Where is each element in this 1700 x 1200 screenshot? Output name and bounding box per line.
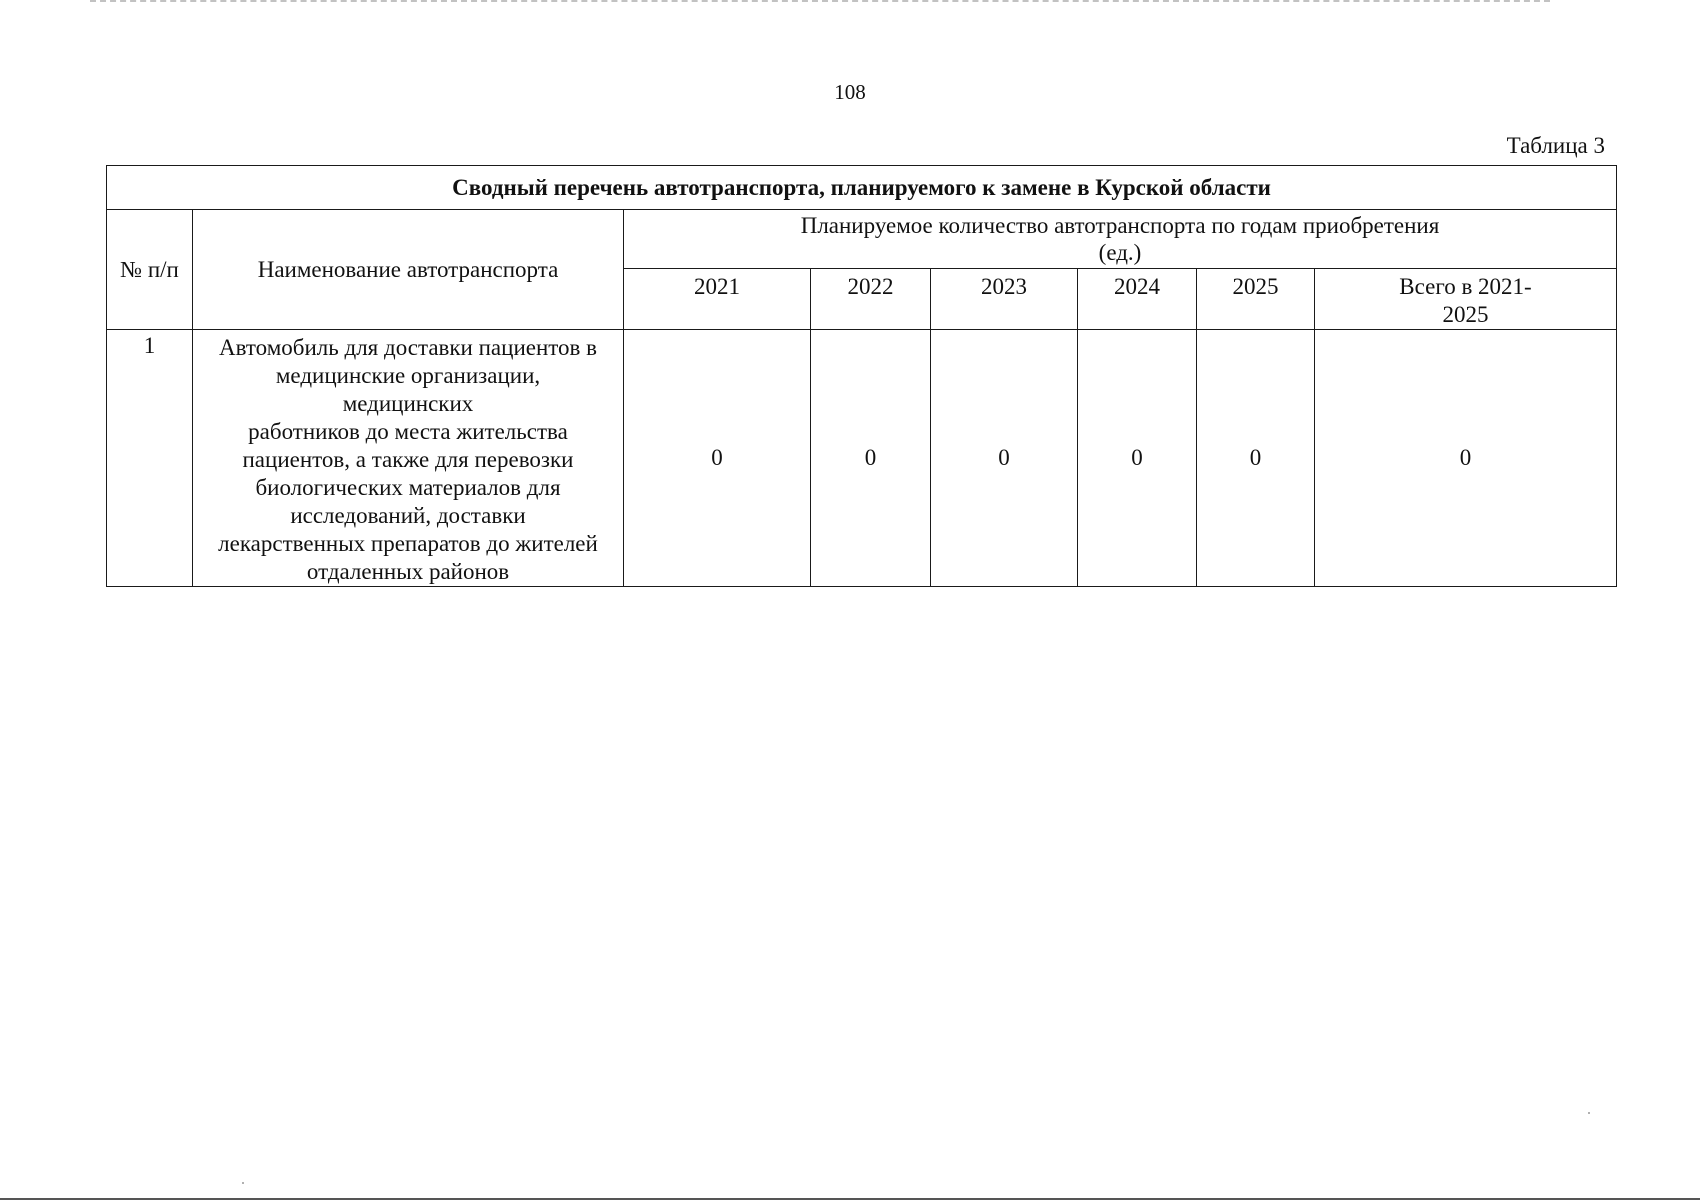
value-2023: 0	[931, 330, 1078, 587]
header-year-2021: 2021	[624, 269, 811, 330]
header-total-line1: Всего в 2021-	[1399, 274, 1532, 299]
row-number: 1	[107, 330, 193, 587]
header-planned-quantity-line1: Планируемое количество автотранспорта по годам приобретения	[800, 213, 1440, 238]
page-number: 108	[834, 80, 866, 104]
header-vehicle-name: Наименование автотранспорта	[193, 210, 624, 330]
vehicle-name	[193, 330, 624, 587]
scan-edge-top	[90, 0, 1550, 2]
header-row-number: № п/п	[107, 210, 193, 330]
table-row	[107, 330, 1617, 587]
header-year-2022: 2022	[811, 269, 931, 330]
table-caption: Сводный перечень автотранспорта, планируемого к замене в Курской области	[107, 166, 1617, 210]
vehicle-name-line: отдаленных районов	[306, 559, 510, 584]
value-2025: 0	[1197, 330, 1315, 587]
scan-speck	[242, 1182, 244, 1184]
value-2021: 0	[624, 330, 811, 587]
header-planned-quantity	[624, 210, 1617, 269]
table-label: Таблица 3	[1506, 133, 1605, 158]
value-2024: 0	[1078, 330, 1197, 587]
header-total-line2: 2025	[1442, 302, 1489, 327]
header-year-2023: 2023	[931, 269, 1078, 330]
vehicle-name-line: медицинские организации,	[275, 363, 541, 388]
table-caption-row	[107, 166, 1617, 210]
value-2022: 0	[811, 330, 931, 587]
vehicle-name-line: медицинских	[342, 391, 474, 416]
vehicle-name-line: Автомобиль для доставки пациентов в	[219, 335, 597, 360]
vehicle-name-line: лекарственных препаратов до жителей	[218, 531, 598, 556]
header-planned-quantity-unit: (ед.)	[1098, 240, 1142, 265]
vehicle-replacement-table	[106, 165, 1617, 587]
value-total: 0	[1315, 330, 1617, 587]
header-row-top	[107, 210, 1617, 269]
vehicle-name-line: биологических материалов для	[255, 475, 561, 500]
header-year-2025: 2025	[1197, 269, 1315, 330]
vehicle-name-line: работников до места жительства	[248, 419, 568, 444]
header-year-2024: 2024	[1078, 269, 1197, 330]
vehicle-name-line: пациентов, а также для перевозки	[242, 447, 574, 472]
vehicle-name-line: исследований, доставки	[290, 503, 526, 528]
scan-speck	[1588, 1112, 1590, 1114]
header-total	[1315, 269, 1617, 330]
